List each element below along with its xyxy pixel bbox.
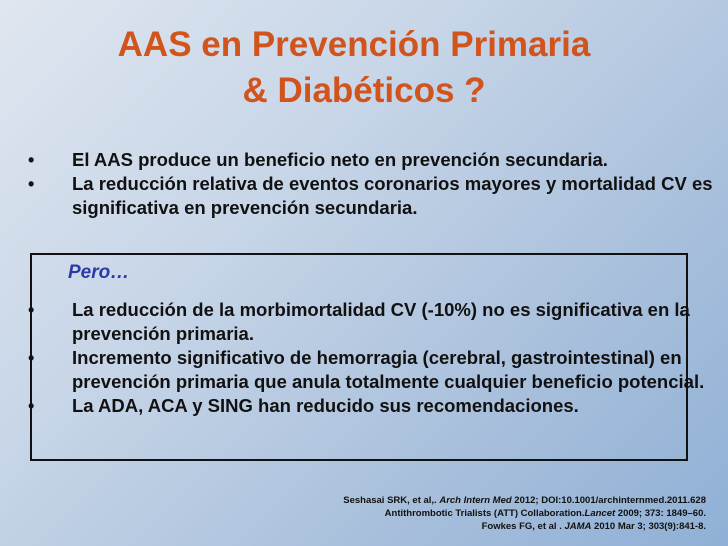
top-bullet-list xyxy=(24,148,714,220)
bullet-icon: • xyxy=(28,396,35,416)
bullet-item xyxy=(24,172,714,220)
bullet-item xyxy=(24,298,714,346)
references xyxy=(343,494,706,533)
bullet-icon: • xyxy=(28,300,35,320)
title-line-2: & Diabéticos ? xyxy=(242,71,486,110)
box-heading: Pero… xyxy=(68,262,130,283)
bullet-item xyxy=(24,148,714,172)
bullet-text: La ADA, ACA y SING han reducido sus recomendaciones. xyxy=(72,395,579,416)
reference-line: Seshasai SRK, et al,. Arch Intern Med 2012; DOI:10.1001/archinternmed.2011.628 xyxy=(343,495,706,506)
reference-line: Antithrombotic Trialists (ATT) Collaboration.Lancet 2009; 373: 1849–60. xyxy=(384,508,706,519)
bullet-icon: • xyxy=(28,150,35,170)
box-bullet-list xyxy=(24,298,714,418)
title-line-1: AAS en Prevención Primaria xyxy=(117,25,591,64)
bullet-text: Incremento significativo de hemorragia (cerebral, gastrointestinal) en prevención primaria que anula totalmente cualquier beneficio potencial. xyxy=(72,347,705,392)
bullet-text: La reducción relativa de eventos coronarios mayores y mortalidad CV es significativa en prevención secundaria. xyxy=(72,173,713,218)
bullet-text: La reducción de la morbimortalidad CV (-10%) no es significativa en la prevención primaria. xyxy=(72,299,690,344)
slide-title xyxy=(0,22,728,114)
bullet-icon: • xyxy=(28,174,35,194)
bullet-icon: • xyxy=(28,348,35,368)
bullet-item xyxy=(24,394,714,418)
bullet-item xyxy=(24,346,714,394)
reference-line: Fowkes FG, et al . JAMA 2010 Mar 3; 303(9):841-8. xyxy=(481,521,706,532)
bullet-text: El AAS produce un beneficio neto en prevención secundaria. xyxy=(72,149,608,170)
